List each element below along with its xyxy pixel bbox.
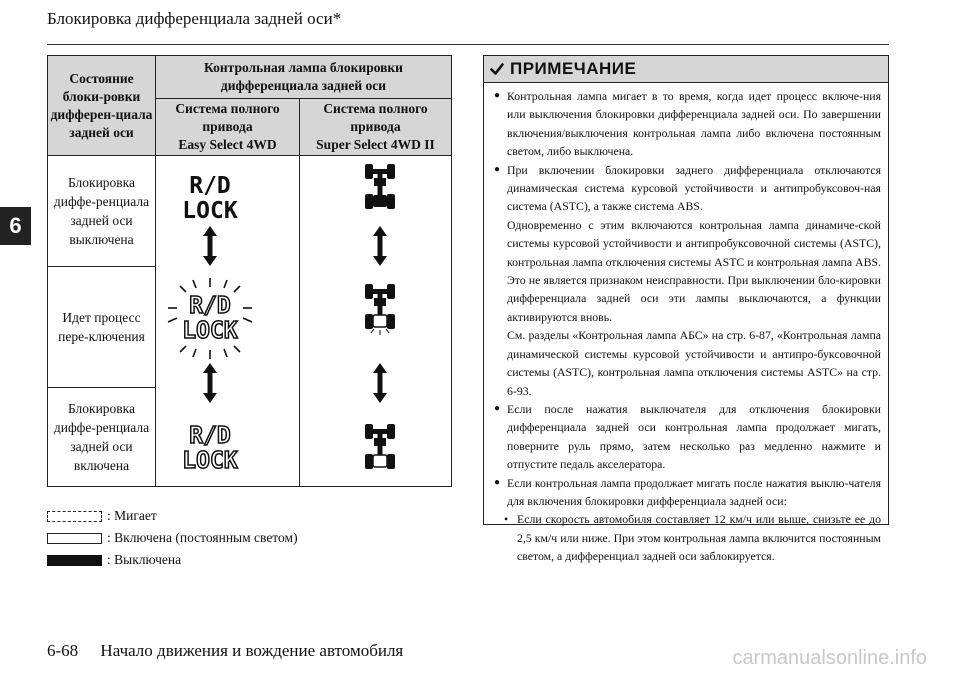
double-arrow-icon [373,363,387,403]
note-item-2 [494,161,881,400]
note-item-1-text: ● Контрольная лампа мигает в то время, когда идет процесс включе-ния или выключения блокировки дифференциала задней оси. По завершении включения/выключения контрольная лампа либо включена постоянным светом, либо выключена. [507,89,881,159]
double-arrow-icon [373,226,387,266]
page-footer [47,641,403,661]
easy-select-lamp-column [156,156,300,487]
legend-label-off: : Выключена [107,552,182,567]
note-item-3 [494,400,881,474]
header-easy-select [156,99,300,156]
legend-blink [47,508,157,524]
note-item-2-text-3: Это не является признаком неисправности. При выключении бло-кировки дифференциала задней оси эти лампы выключаются, а функции активируются вновь. [507,273,881,324]
double-arrow-icon [203,363,217,403]
easy-lamp-text-on-line-2: LOCK [182,448,238,474]
header-easy-line-1: Система полного [175,101,280,116]
header-super-select [300,99,452,156]
legend-swatch-blink [47,511,102,522]
double-arrow-icon [203,226,217,266]
super-lamp-sequence [300,156,451,486]
header-lamp-group: Контрольная лампа блокировки дифференциала задней оси [156,56,452,99]
chapter-tab[interactable]: 6 [0,207,31,245]
note-body [484,83,888,566]
note-item-2-text-2: Одновременно с этим включаются контрольная лампа динамиче-ской системы курсовой устойчивости и антипробуксовочной системы (ASTC), контрольная лампа отключения системы ASTC и контрольная лампа ABS. [507,217,881,269]
easy-lamp-sequence [156,156,299,486]
page-number: 6-68 [47,641,79,660]
state-row-2: Идет процесс пере-ключения [48,267,156,388]
legend-swatch-off [47,555,102,566]
legend-label-on: : Включена (постоянным светом) [107,530,298,545]
super-select-lamp-column [300,156,452,487]
drivetrain-lamp-blink-icon [365,284,395,335]
legend-swatch-on [47,533,102,544]
easy-lamp-text-off-line-2: LOCK [182,198,238,224]
note-item-2-text-1: ● При включении блокировки заднего дифференциала отключаются динамическая система курсовой устойчивости и антипробуксовоч-ная система (ASTC), а также система ABS. [507,162,881,214]
legend-on [47,530,298,546]
state-row-1: Блокировка диффе-ренциала задней оси выключена [48,156,156,267]
page-header-title: Блокировка дифференциала задней оси* [47,9,342,28]
note-title: ПРИМЕЧАНИЕ [510,59,637,78]
legend-label-blink: : Мигает [107,508,157,523]
header-easy-line-2: привода [202,119,253,134]
drivetrain-lamp-on-icon [365,424,395,469]
watermark: carmanualsonline.info [732,647,927,669]
easy-lamp-text-blink-line-2: LOCK [182,318,238,344]
note-subitem [494,510,881,565]
header-easy-line-3: Easy Select 4WD [178,137,277,152]
checkmark-icon [490,62,504,76]
note-box [483,55,889,564]
header-super-line-1: Система полного [323,101,428,116]
note-item-2-text-4: См. разделы «Контрольная лампа АБС» на стр. 6-87, «Контрольная лампа динамической системы курсовой устойчивости и антипро-буксовочной системы (ASTC), контрольная лампа отключения системы ASTC» на стр. 6-93. [507,328,881,398]
header-super-line-2: привода [350,119,401,134]
easy-lamp-text-on-line-1: R/D [189,423,231,449]
note-header [484,56,888,83]
bullet-dot: • [504,512,509,527]
easy-lamp-text-blink-line-1: R/D [189,293,231,319]
legend-off [47,552,181,568]
lamp-status-table [47,55,452,487]
header-super-line-3: Super Select 4WD II [316,137,435,152]
header-rule [47,44,889,45]
note-item-4-text: ● Если контрольная лампа продолжает мигать после нажатия выклю-чателя для включения блокировки дифференциала задней оси: [507,475,881,508]
note-subitem-text: Если скорость автомобиля составляет 12 км/ч или выше, снизьте ее до 2,5 км/ч или ниже. При этом контрольная лампа включится постоянным светом, а дифференциал задней оси заблокируется. [517,512,881,564]
easy-lamp-text-off-line-1: R/D [189,173,231,199]
drivetrain-lamp-off-icon [365,164,395,209]
footer-section: Начало движения и вождение автомобиля [100,641,404,660]
note-item-4 [494,474,881,511]
header-state: Состояние блоки-ровки дифферен-циала задней оси [48,56,156,156]
note-item-3-text: ● Если после нажатия выключателя для отключения блокировки дифференциала задней оси контрольная лампа продолжает мигать, поверните руль прямо, затем несколько раз медленно нажмите и отпустите педаль акселератора. [507,401,881,472]
state-row-3: Блокировка диффе-ренциала задней оси включена [48,388,156,487]
note-item-1 [494,87,881,161]
